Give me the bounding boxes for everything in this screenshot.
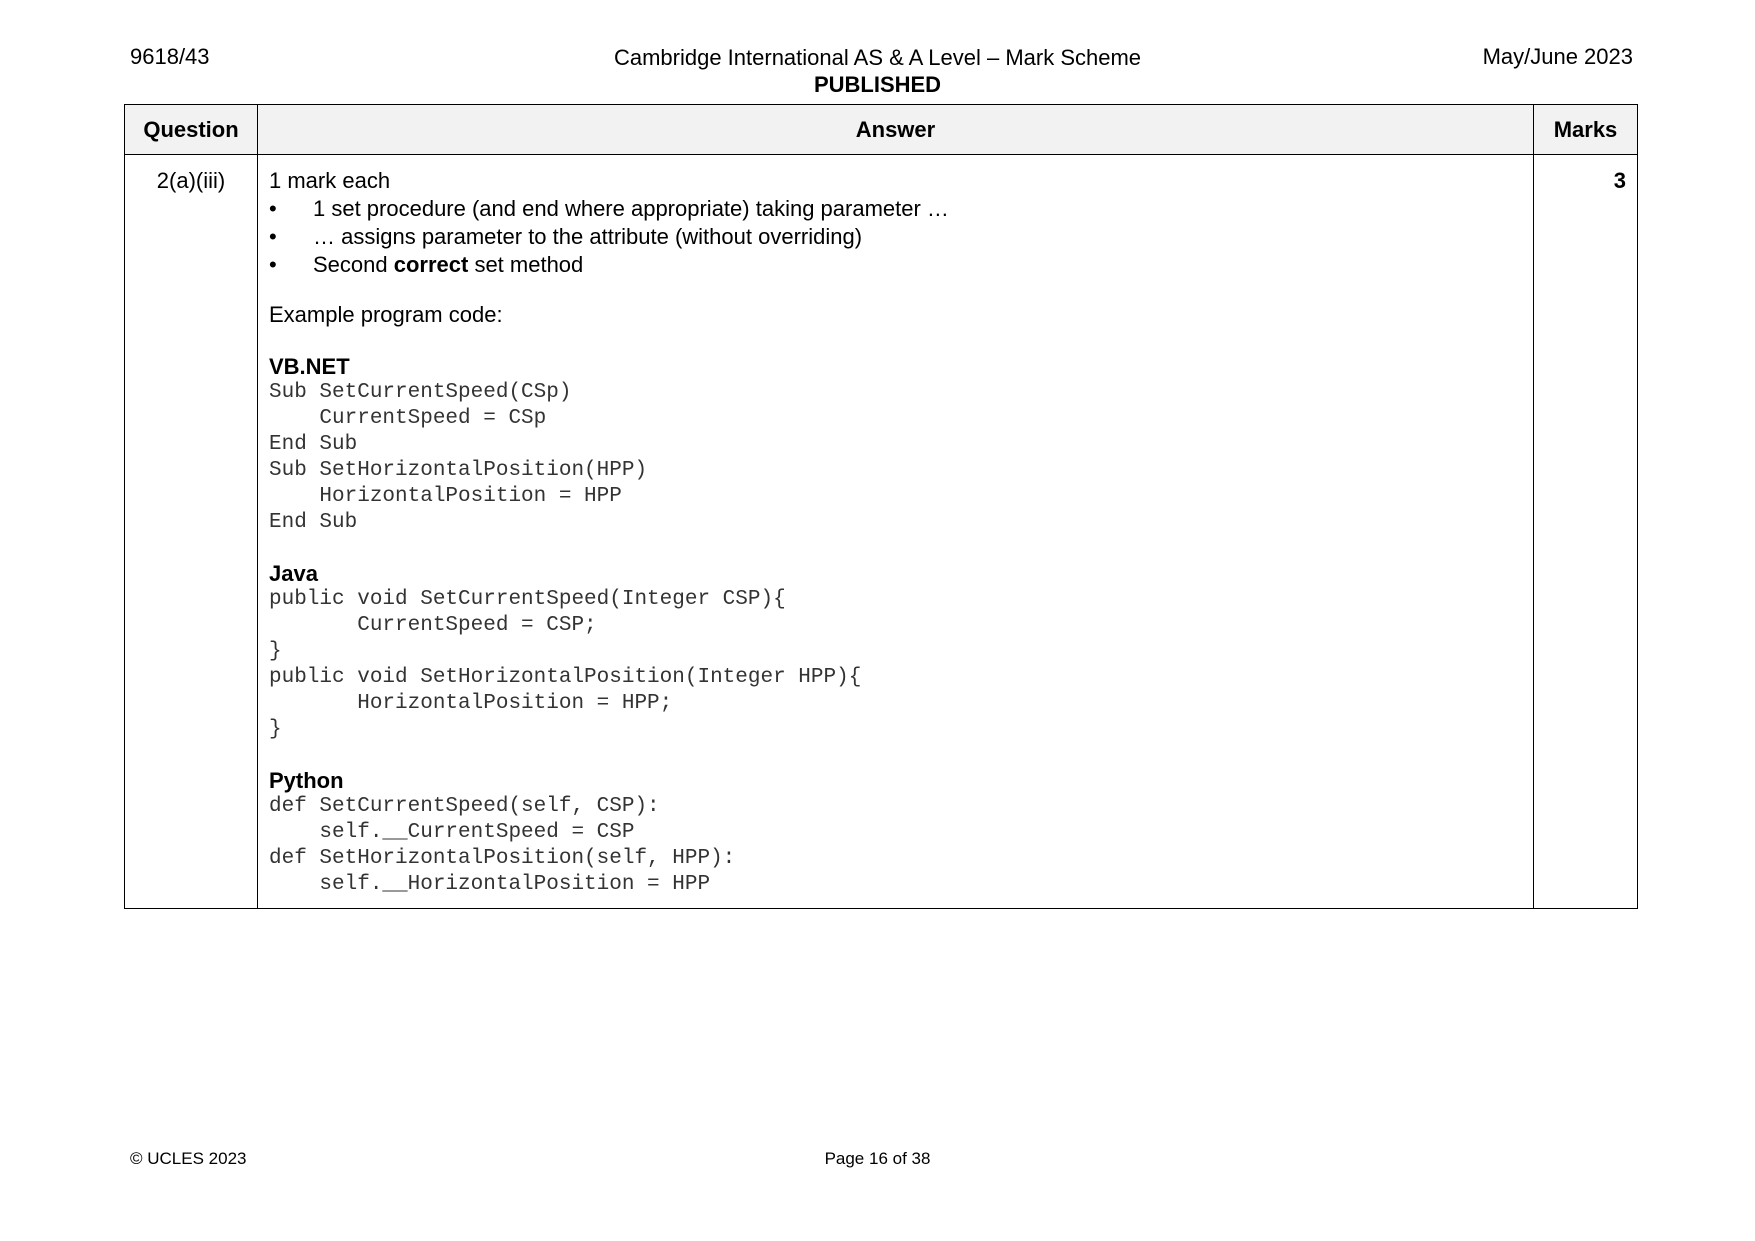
python-code-block: def SetCurrentSpeed(self, CSP): self.__CurrentSpeed = CSP def SetHorizontalPosition(self, HPP): self.__HorizontalPosition = HPP — [269, 795, 736, 896]
paper-code: 9618/43 — [130, 44, 210, 69]
marking-point: • … assigns parameter to the attribute (without overriding) — [269, 223, 1522, 251]
page-number: Page 16 of 38 — [824, 1149, 931, 1168]
python-heading: Python — [269, 768, 344, 793]
document-title: Cambridge International AS & A Level – Mark Scheme — [613, 45, 1142, 70]
vbnet-heading: VB.NET — [269, 354, 350, 379]
marking-intro: 1 mark each — [269, 168, 391, 193]
table-row — [125, 155, 1638, 909]
question-number: 2(a)(iii) — [125, 155, 258, 909]
marking-point-text: set method — [468, 252, 584, 277]
published-label: PUBLISHED — [813, 72, 942, 97]
exam-session: May/June 2023 — [1482, 44, 1633, 69]
copyright-notice: © UCLES 2023 — [130, 1149, 247, 1168]
marking-points — [269, 195, 1522, 279]
vbnet-code-block: Sub SetCurrentSpeed(CSp) CurrentSpeed = CSp End Sub Sub SetHorizontalPosition(HPP) HorizontalPosition = HPP End Sub — [269, 381, 648, 534]
question-column-header: Question — [125, 105, 258, 155]
mark-scheme-table — [124, 104, 1638, 909]
table-header-row — [125, 105, 1638, 155]
example-code-label: Example program code: — [269, 302, 503, 327]
answer-cell — [258, 155, 1534, 909]
marking-point: • 1 set procedure (and end where appropriate) taking parameter … — [269, 195, 1522, 223]
java-heading: Java — [269, 561, 318, 586]
marks-value: 3 — [1534, 155, 1638, 909]
emphasis-text: correct — [393, 252, 469, 277]
java-code-block: public void SetCurrentSpeed(Integer CSP){ CurrentSpeed = CSP; } public void SetHorizontalPosition(Integer HPP){ HorizontalPosition = HPP; } — [269, 588, 862, 741]
answer-column-header: Answer — [258, 105, 1534, 155]
marks-column-header: Marks — [1534, 105, 1638, 155]
marking-point — [269, 251, 1522, 279]
marking-point-text: Second — [313, 252, 394, 277]
